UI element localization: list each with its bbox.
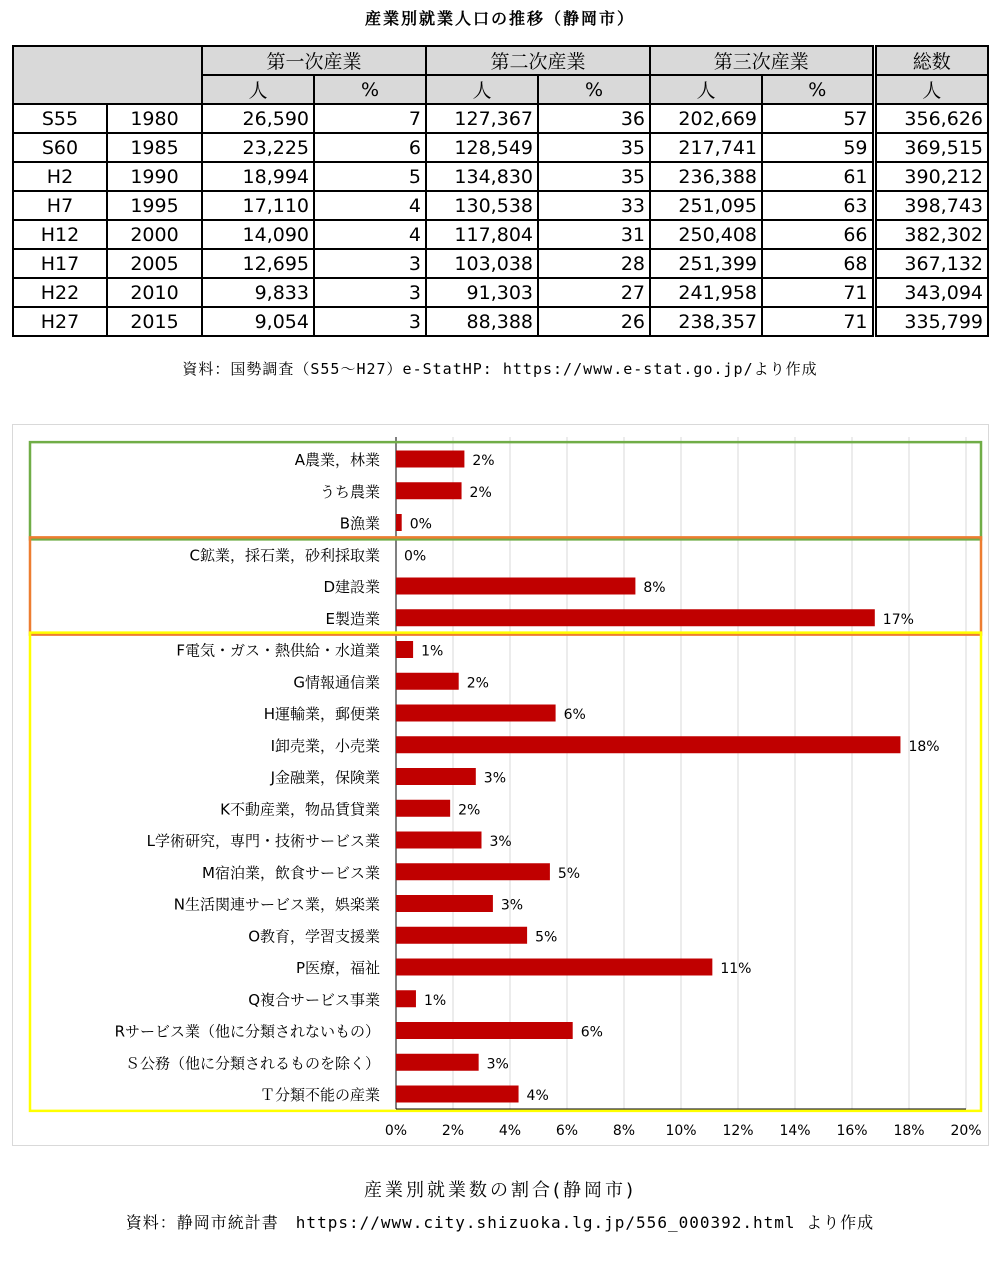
x-tick-label: 20% [950, 1123, 982, 1139]
bar [396, 705, 556, 722]
bar [396, 1022, 573, 1039]
secondary-count-cell: 128,549 [426, 133, 538, 162]
category-label: A農業，林業 [294, 451, 380, 469]
primary-count-cell: 9,054 [202, 307, 314, 336]
chart-title: 産業別就業数の割合(静岡市) [363, 1180, 637, 1201]
header-secondary: 第二次産業 [426, 46, 650, 75]
category-label: N生活関連サービス業，娯楽業 [173, 895, 380, 914]
tertiary-count-cell: 251,399 [650, 249, 762, 278]
primary-count-cell: 23,225 [202, 133, 314, 162]
unit-person: 人 [426, 75, 538, 104]
data-label: 3% [489, 834, 512, 850]
secondary-count-cell: 127,367 [426, 104, 538, 133]
bar [396, 1054, 479, 1071]
bar [396, 768, 476, 785]
bar [396, 609, 875, 626]
bar [396, 451, 464, 468]
unit-percent: % [538, 75, 650, 104]
year-cell: 2010 [107, 278, 202, 307]
category-label: G情報通信業 [293, 673, 380, 692]
x-tick-label: 12% [722, 1123, 754, 1139]
category-label: H運輸業，郵便業 [263, 705, 380, 723]
category-label: D建設業 [323, 578, 380, 596]
chart-source: 資料：静岡市統計書 https://www.city.shizuoka.lg.jp/556_000392.html より作成 [125, 1213, 875, 1232]
unit-percent: % [762, 75, 874, 104]
category-label: L学術研究，専門・技術サービス業 [146, 832, 380, 850]
data-label: 3% [500, 897, 524, 914]
table-row [13, 220, 988, 249]
primary-percent-cell: 4 [314, 220, 426, 249]
era-cell: H2 [13, 162, 107, 191]
secondary-count-cell: 130,538 [426, 191, 538, 220]
x-tick-label: 0% [384, 1123, 408, 1139]
x-tick-label: 10% [665, 1123, 697, 1139]
population-table [12, 45, 989, 337]
era-cell: H7 [13, 191, 107, 220]
unit-person: 人 [202, 75, 314, 104]
data-label: 0% [409, 516, 432, 533]
tertiary-percent-cell: 71 [762, 278, 874, 307]
data-label: 17% [882, 611, 914, 628]
era-cell: S60 [13, 133, 107, 162]
table-row [13, 133, 988, 162]
total-cell: 335,799 [874, 307, 988, 336]
primary-percent-cell: 5 [314, 162, 426, 191]
primary-percent-cell: 3 [314, 307, 426, 336]
tertiary-count-cell: 251,095 [650, 191, 762, 220]
secondary-percent-cell: 35 [538, 162, 650, 191]
tertiary-percent-cell: 57 [762, 104, 874, 133]
data-label: 6% [580, 1024, 603, 1041]
table-row [13, 162, 988, 191]
data-label: 2% [469, 484, 492, 501]
bar [396, 673, 459, 690]
category-label: P医療，福祉 [295, 959, 380, 977]
era-cell: H12 [13, 220, 107, 249]
data-label: 11% [720, 961, 752, 977]
era-cell: H17 [13, 249, 107, 278]
bar [396, 927, 527, 944]
category-label: C鉱業，採石業，砂利採取業 [189, 546, 380, 565]
header-primary: 第一次産業 [202, 46, 426, 75]
tertiary-percent-cell: 61 [762, 162, 874, 191]
tertiary-percent-cell: 71 [762, 307, 874, 336]
category-label: J金融業，保険業 [270, 768, 380, 787]
secondary-percent-cell: 28 [538, 249, 650, 278]
bar [396, 800, 450, 817]
data-label: 3% [486, 1056, 509, 1073]
table-row [13, 249, 988, 278]
secondary-count-cell: 103,038 [426, 249, 538, 278]
primary-percent-cell: 6 [314, 133, 426, 162]
x-tick-label: 6% [555, 1123, 579, 1139]
bar [396, 895, 493, 912]
bar [396, 578, 635, 595]
data-label: 5% [557, 865, 581, 882]
total-cell: 382,302 [874, 220, 988, 249]
year-cell: 1980 [107, 104, 202, 133]
data-label: 18% [908, 738, 940, 755]
category-label: E製造業 [325, 609, 380, 628]
tertiary-percent-cell: 59 [762, 133, 874, 162]
era-cell: H27 [13, 307, 107, 336]
x-tick-label: 4% [498, 1123, 522, 1139]
tertiary-count-cell: 241,958 [650, 278, 762, 307]
total-cell: 343,094 [874, 278, 988, 307]
x-tick-label: 8% [612, 1123, 636, 1139]
x-tick-label: 16% [836, 1123, 868, 1139]
x-tick-label: 2% [441, 1123, 465, 1139]
bar [396, 959, 712, 976]
sector-group-frame [30, 442, 981, 539]
primary-count-cell: 12,695 [202, 249, 314, 278]
era-cell: H22 [13, 278, 107, 307]
primary-count-cell: 17,110 [202, 191, 314, 220]
data-label: 6% [563, 707, 586, 723]
table-row [13, 307, 988, 336]
data-label: 2% [472, 453, 495, 469]
category-label: O教育，学習支援業 [248, 927, 380, 946]
unit-person: 人 [650, 75, 762, 104]
bar [396, 514, 402, 531]
year-cell: 1985 [107, 133, 202, 162]
secondary-percent-cell: 36 [538, 104, 650, 133]
category-label: F電気・ガス・熱供給・水道業 [176, 641, 380, 660]
total-cell: 367,132 [874, 249, 988, 278]
bar [396, 641, 413, 658]
tertiary-count-cell: 236,388 [650, 162, 762, 191]
category-label: うち農業 [319, 482, 380, 501]
header-blank [13, 46, 202, 104]
bar [396, 832, 482, 849]
category-label: B漁業 [339, 514, 380, 533]
header-total: 総数 [874, 46, 988, 75]
table-row [13, 104, 988, 133]
header-tertiary: 第三次産業 [650, 46, 874, 75]
tertiary-percent-cell: 66 [762, 220, 874, 249]
year-cell: 2005 [107, 249, 202, 278]
table-source: 資料：国勢調査（S55～H27）e-StatHP: https://www.e-stat.go.jp/より作成 [182, 360, 818, 378]
bar [396, 736, 900, 753]
data-label: 1% [421, 643, 444, 660]
secondary-count-cell: 88,388 [426, 307, 538, 336]
data-label: 8% [643, 580, 666, 596]
tertiary-count-cell: 217,741 [650, 133, 762, 162]
table-title: 産業別就業人口の推移（静岡市） [364, 9, 635, 28]
table-row [13, 191, 988, 220]
secondary-percent-cell: 26 [538, 307, 650, 336]
primary-count-cell: 9,833 [202, 278, 314, 307]
category-label: K不動産業，物品賃貸業 [220, 800, 380, 819]
year-cell: 2015 [107, 307, 202, 336]
data-label: 1% [423, 992, 447, 1009]
secondary-count-cell: 117,804 [426, 220, 538, 249]
primary-percent-cell: 3 [314, 278, 426, 307]
bar [396, 482, 462, 499]
data-label: 4% [526, 1088, 549, 1104]
primary-percent-cell: 3 [314, 249, 426, 278]
data-label: 5% [535, 929, 558, 946]
x-tick-label: 14% [779, 1123, 811, 1139]
industry-share-chart [13, 425, 990, 1147]
total-cell: 356,626 [874, 104, 988, 133]
category-label: Rサービス業（他に分類されないもの） [114, 1022, 380, 1041]
data-label: 0% [404, 548, 427, 565]
tertiary-percent-cell: 63 [762, 191, 874, 220]
data-label: 2% [466, 675, 489, 692]
chart-frame [12, 424, 989, 1146]
year-cell: 1990 [107, 162, 202, 191]
secondary-percent-cell: 35 [538, 133, 650, 162]
category-label: Ｔ分類不能の産業 [259, 1086, 380, 1104]
secondary-percent-cell: 33 [538, 191, 650, 220]
secondary-count-cell: 91,303 [426, 278, 538, 307]
primary-count-cell: 14,090 [202, 220, 314, 249]
table-row [13, 278, 988, 307]
bar [396, 863, 550, 880]
year-cell: 1995 [107, 191, 202, 220]
data-label: 3% [483, 770, 507, 787]
primary-percent-cell: 4 [314, 191, 426, 220]
unit-percent: % [314, 75, 426, 104]
era-cell: S55 [13, 104, 107, 133]
bar [396, 990, 416, 1007]
secondary-percent-cell: 31 [538, 220, 650, 249]
secondary-percent-cell: 27 [538, 278, 650, 307]
tertiary-count-cell: 202,669 [650, 104, 762, 133]
data-label: 2% [458, 802, 481, 819]
x-tick-label: 18% [893, 1123, 925, 1139]
primary-count-cell: 18,994 [202, 162, 314, 191]
primary-count-cell: 26,590 [202, 104, 314, 133]
bar [396, 1086, 519, 1103]
tertiary-count-cell: 238,357 [650, 307, 762, 336]
category-label: Ｓ公務（他に分類されるものを除く） [124, 1054, 380, 1073]
primary-percent-cell: 7 [314, 104, 426, 133]
category-label: M宿泊業，飲食サービス業 [202, 863, 380, 882]
total-cell: 398,743 [874, 191, 988, 220]
tertiary-percent-cell: 68 [762, 249, 874, 278]
secondary-count-cell: 134,830 [426, 162, 538, 191]
category-label: I卸売業，小売業 [270, 736, 380, 755]
unit-person: 人 [874, 75, 988, 104]
total-cell: 369,515 [874, 133, 988, 162]
year-cell: 2000 [107, 220, 202, 249]
category-label: Q複合サービス事業 [248, 990, 380, 1009]
total-cell: 390,212 [874, 162, 988, 191]
tertiary-count-cell: 250,408 [650, 220, 762, 249]
